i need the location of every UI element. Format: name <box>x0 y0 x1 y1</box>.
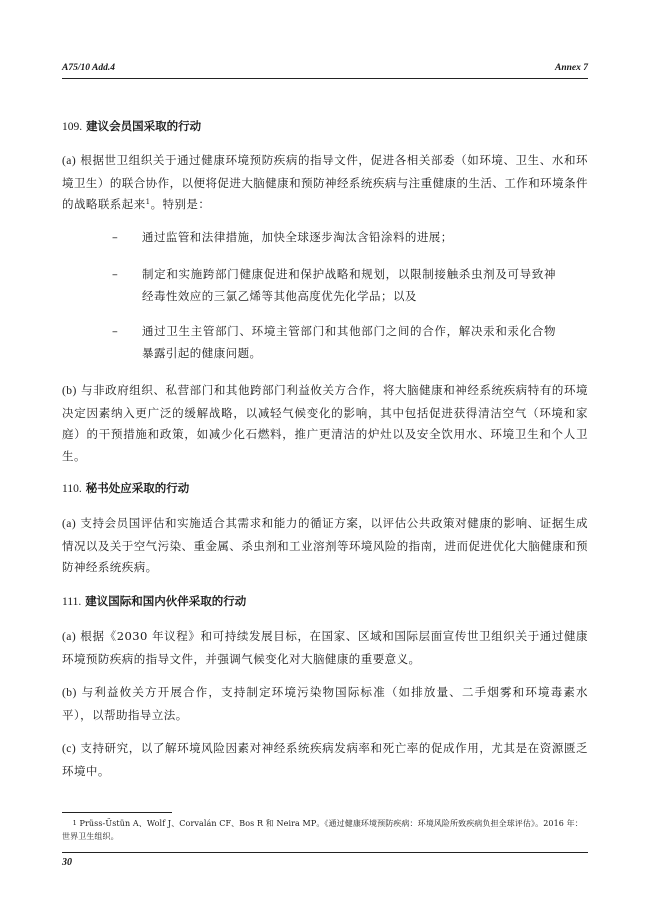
bullet-text: 通过卫生主管部门、环境主管部门和其他部门之间的合作，解决汞和汞化合物暴露引起的健康问题。 <box>142 324 556 360</box>
footnote <box>62 817 588 843</box>
paragraph-text: 与利益攸关方开展合作，支持制定环境污染物国际标准（如排放量、二手烟雾和环境毒素水平），以帮助指导立法。 <box>62 685 589 722</box>
paragraph-109a <box>62 150 588 216</box>
footer-rule <box>62 852 588 853</box>
paragraph-text: 与非政府组织、私营部门和其他跨部门利益攸关方合作，将大脑健康和神经系统疾病特有的环境决定因素纳入更广泛的缓解战略，以减轻气候变化的影响，其中包括促进获得清洁空气（环境和家庭）的干预措施和政策，如减少化石燃料，推广更清洁的炉灶以及安全饮用水、环境卫生和个人卫生。 <box>62 383 588 463</box>
bullet-text: 通过监管和法律措施，加快全球逐步淘汰含铅涂料的进展； <box>142 230 453 244</box>
paragraph-tail: 。特别是： <box>150 197 211 211</box>
paragraph-label: (a) <box>62 631 77 643</box>
paragraph-label: (b) <box>62 687 77 699</box>
paragraph-111b <box>62 682 588 726</box>
footnote-text: Prüss-Üstün A、Wolf J、Corvalán CF、Bos R 和 Neira MP。《通过健康环境预防疾病：环境风险所致疾病负担全球评估》。2016 年：世界卫生组织。 <box>62 819 583 841</box>
heading-109 <box>62 118 588 135</box>
header-rule <box>62 78 588 79</box>
bullet-dash: – <box>112 230 118 244</box>
footnote-reference: 1 <box>145 198 151 206</box>
bullet-dash: – <box>112 267 118 281</box>
paragraph-label: (a) <box>62 155 77 167</box>
footnote-rule <box>62 812 172 813</box>
annex-label: Annex 7 <box>555 63 588 73</box>
heading-number: 110. <box>62 483 82 495</box>
paragraph-label: (a) <box>62 518 77 530</box>
bullet-text: 制定和实施跨部门健康促进和保护战略和规划，以限制接触杀虫剂及可导致神经毒性效应的三氯乙烯等其他高度优先化学品；以及 <box>142 267 556 303</box>
heading-title: 建议会员国采取的行动 <box>86 119 202 133</box>
paragraph-label: (c) <box>62 743 77 755</box>
footnote-mark: 1 <box>72 819 77 827</box>
running-header <box>62 62 588 74</box>
page-number: 30 <box>62 857 72 868</box>
paragraph-text: 根据《2030 年议程》和可持续发展目标，在国家、区域和国际层面宣传世卫组织关于通过健康环境预防疾病的指导文件，并强调气候变化对大脑健康的重要意义。 <box>62 629 589 666</box>
paragraph-text: 根据世卫组织关于通过健康环境预防疾病的指导文件，促进各相关部委（如环境、卫生、水和环境卫生）的联合协作，以便将促进大脑健康和预防神经系统疾病与注重健康的生活、工作和环境条件的战略联系起来 <box>62 153 588 211</box>
document-symbol: A75/10 Add.4 <box>62 63 115 73</box>
paragraph-111a <box>62 626 588 670</box>
bullet-dash: – <box>112 324 118 338</box>
heading-number: 111. <box>62 596 82 608</box>
heading-title: 建议国际和国内伙伴采取的行动 <box>85 594 247 608</box>
paragraph-text: 支持研究，以了解环境风险因素对神经系统疾病发病率和死亡率的促成作用，尤其是在资源匮乏环境中。 <box>62 741 588 778</box>
paragraph-label: (b) <box>62 385 77 397</box>
heading-111 <box>62 593 588 610</box>
heading-110 <box>62 480 588 497</box>
paragraph-110a <box>62 513 588 579</box>
paragraph-111c <box>62 738 588 782</box>
paragraph-109b <box>62 380 588 467</box>
heading-title: 秘书处应采取的行动 <box>85 481 190 495</box>
paragraph-text: 支持会员国评估和实施适合其需求和能力的循证方案，以评估公共政策对健康的影响、证据生成情况以及关于空气污染、重金属、杀虫剂和工业溶剂等环境风险的指南，进而促进优化大脑健康和预防神经系统疾病。 <box>62 516 588 574</box>
heading-number: 109. <box>62 121 83 133</box>
